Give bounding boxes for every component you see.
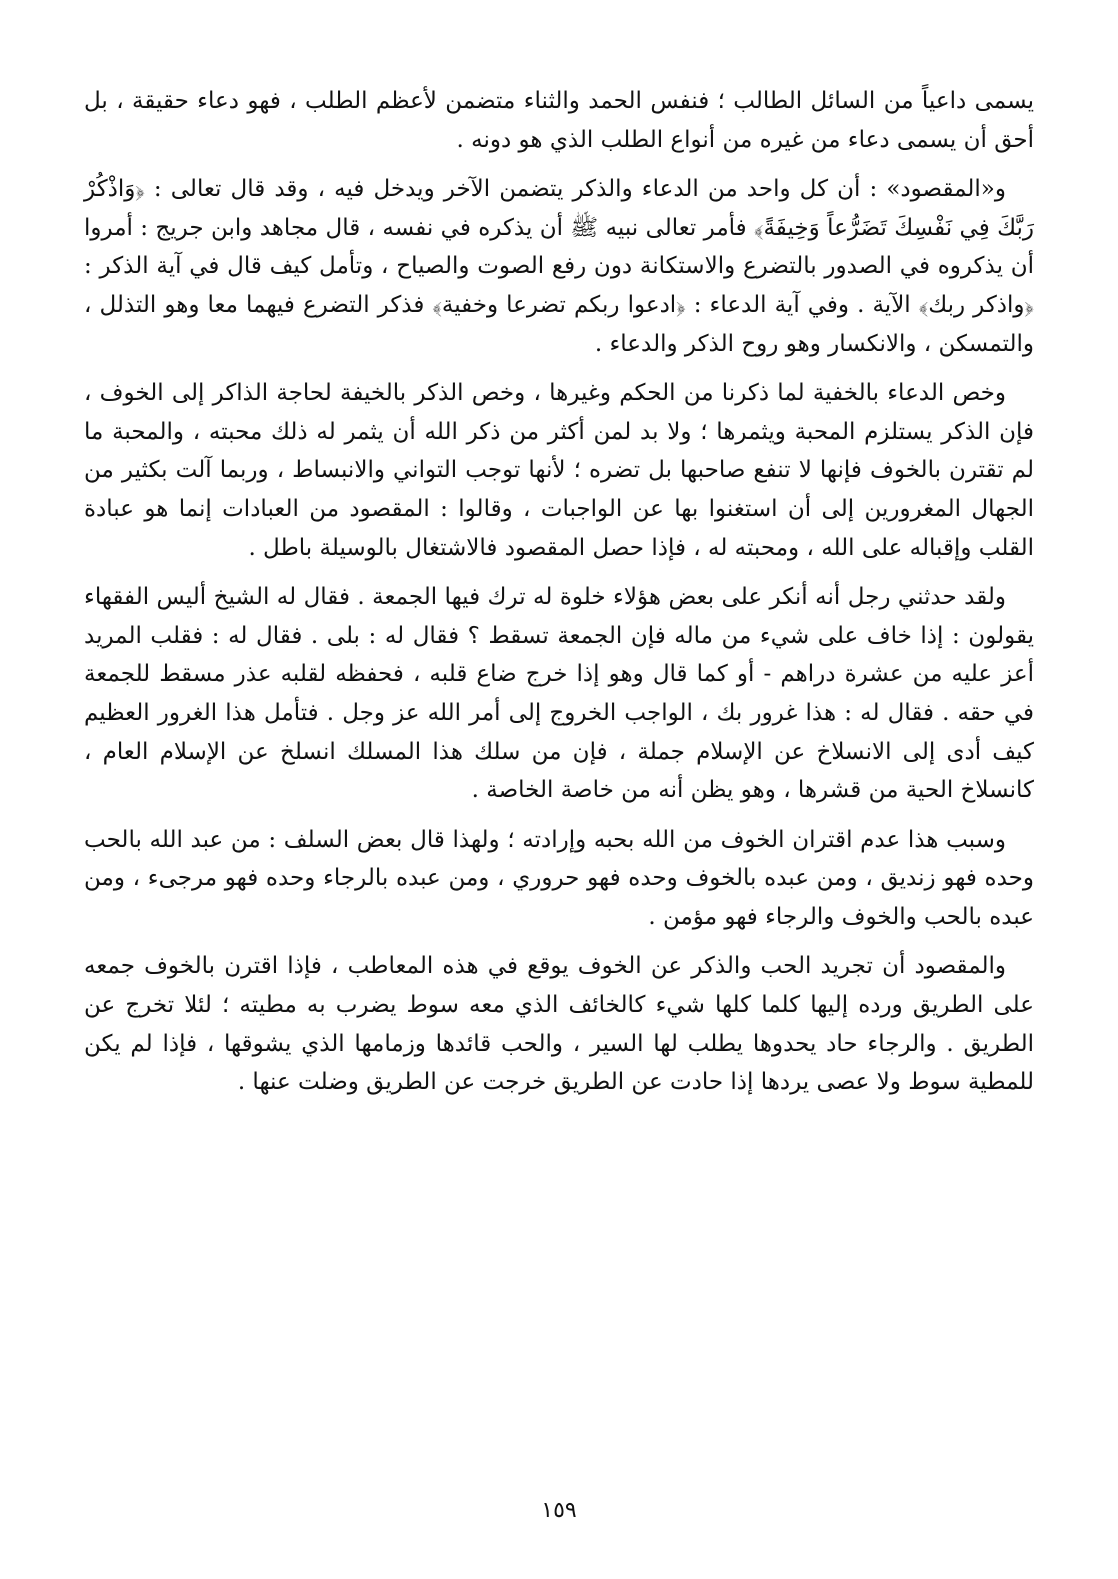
paragraph-5: وسبب هذا عدم اقتران الخوف من الله بحبه وإرادته ؛ ولهذا قال بعض السلف : من عبد الله بالحب وحده فهو زنديق ، ومن عبده بالخوف وحده فهو حروري ، ومن عبده بالرجاء وحده فهو مرجىء ، ومن عبده بالحب والخوف والرجاء فهو مؤمن . bbox=[84, 826, 1034, 930]
paragraph-2: و«المقصود» : أن كل واحد من الدعاء والذكر يتضمن الآخر ويدخل فيه ، وقد قال تعالى : ﴿وَاذْكُرْ رَبَّكَ فِي نَفْسِكَ تَضَرُّعاً وَخِيفَةً﴾ فأمر تعالى نبيه ﷺ أن يذكره في نفسه ، قال مجاهد وابن جريج : أمروا أن يذكروه في الصدور بالتضرع والاستكانة دون رفع الصوت والصياح ، وتأمل كيف قال في آية الذكر : ﴿واذكر ربك﴾ الآية . وفي آية الدعاء : ﴿ادعوا ربكم تضرعا وخفية﴾ فذكر التضرع فيهما معا وهو التذلل ، والتمسكن ، والانكسار وهو روح الذكر والدعاء . bbox=[84, 176, 1034, 357]
paragraph-1: يسمى داعياً من السائل الطالب ؛ فنفس الحمد والثناء متضمن لأعظم الطلب ، فهو دعاء حقيقة ، بل أحق أن يسمى دعاء من غيره من أنواع الطلب الذي هو دونه . bbox=[84, 88, 1034, 153]
paragraph-6: والمقصود أن تجريد الحب والذكر عن الخوف يوقع في هذه المعاطب ، فإذا اقترن بالخوف جمعه على الطريق ورده إليها كلما كلها شيء كالخائف الذي معه سوط يضرب به مطيته ؛ لئلا تخرج عن الطريق . والرجاء حاد يحدوها يطلب لها السير ، والحب قائدها وزمامها الذي يشوقها ، فإذا لم يكن للمطية سوط ولا عصى يردها إذا حادت عن الطريق خرجت عن الطريق وضلت عنها . bbox=[84, 953, 1034, 1096]
page-number: ١٥٩ bbox=[541, 1498, 577, 1523]
paragraph-3: وخص الدعاء بالخفية لما ذكرنا من الحكم وغيرها ، وخص الذكر بالخيفة لحاجة الذاكر إلى الخوف ، فإن الذكر يستلزم المحبة ويثمرها ؛ ولا بد لمن أكثر من ذكر الله أن يثمر له ذلك محبته ، والمحبة ما لم تقترن بالخوف فإنها لا تنفع صاحبها بل تضره ؛ لأنها توجب التواني والانبساط ، وربما آلت بكثير من الجهال المغرورين إلى أن استغنوا بها عن الواجبات ، وقالوا : المقصود من العبادات إنما هو عبادة القلب وإقباله على الله ، ومحبته له ، فإذا حصل المقصود فالاشتغال بالوسيلة باطل . bbox=[84, 380, 1034, 561]
paragraph-4: ولقد حدثني رجل أنه أنكر على بعض هؤلاء خلوة له ترك فيها الجمعة . فقال له الشيخ أليس الفقهاء يقولون : إذا خاف على شيء من ماله فإن الجمعة تسقط ؟ فقال له : بلى . فقال له : فقلب المريد أعز عليه من عشرة دراهم - أو كما قال وهو إذا خرج ضاع قلبه ، فحفظه لقلبه عذر مسقط للجمعة في حقه . فقال له : هذا غرور بك ، الواجب الخروج إلى أمر الله عز وجل . فتأمل هذا الغرور العظيم كيف أدى إلى الانسلاخ عن الإسلام جملة ، فإن من سلك هذا المسلك انسلخ عن الإسلام العام ، كانسلاخ الحية من قشرها ، وهو يظن أنه من خاصة الخاصة . bbox=[84, 584, 1034, 804]
body-text bbox=[84, 82, 1034, 1113]
